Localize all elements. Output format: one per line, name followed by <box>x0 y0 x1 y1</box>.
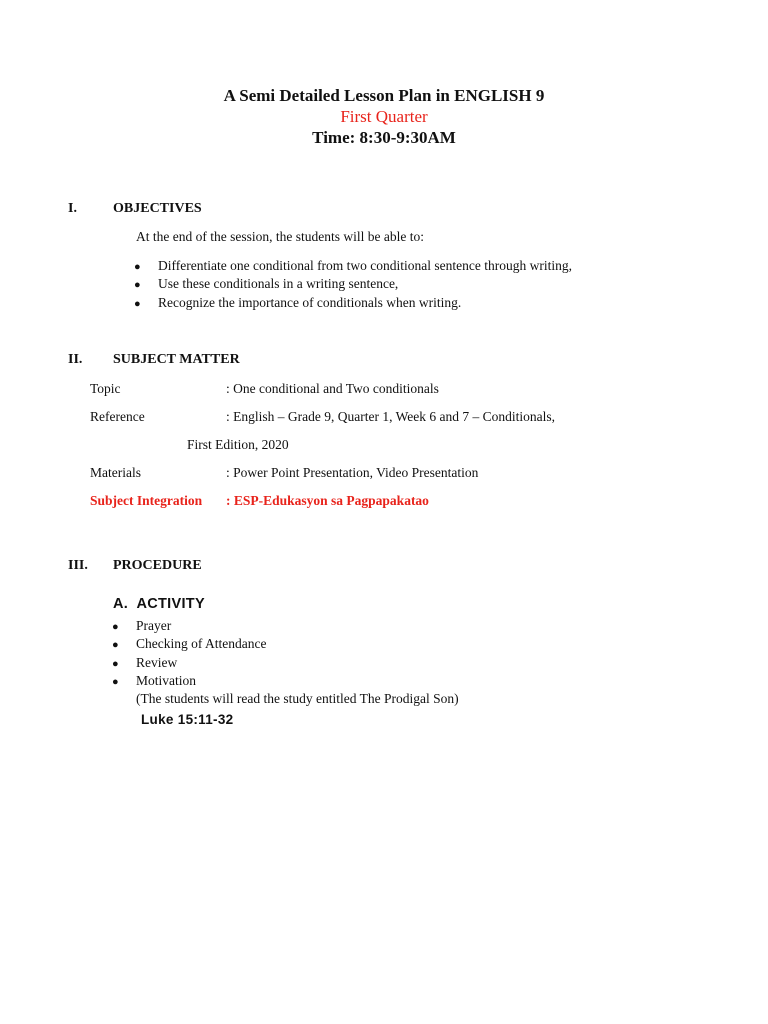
activity-item: ● Motivation <box>136 673 196 689</box>
bullet-icon: ● <box>112 658 119 670</box>
activity-letter: A. <box>113 596 129 612</box>
section-heading-procedure: PROCEDURE <box>113 558 202 573</box>
materials-label: Materials <box>90 465 141 480</box>
bullet-icon: ● <box>134 261 141 273</box>
section-number-objectives: I. <box>68 201 77 216</box>
objectives-intro: At the end of the session, the students will be able to: <box>136 229 424 244</box>
bible-verse: Luke 15:11-32 <box>141 712 234 727</box>
time-subtitle: Time: 8:30-9:30AM <box>312 128 456 147</box>
activity-heading <box>113 596 205 612</box>
section-number-subject-matter: II. <box>68 352 83 367</box>
integration-value: : ESP-Edukasyon sa Pagpapakatao <box>226 493 429 508</box>
bullet-icon: ● <box>112 676 119 688</box>
activity-title: ACTIVITY <box>136 596 205 612</box>
activity-item: ● Checking of Attendance <box>136 636 266 652</box>
topic-value: : One conditional and Two conditionals <box>226 381 439 396</box>
page-title: A Semi Detailed Lesson Plan in ENGLISH 9 <box>223 86 545 105</box>
objective-item: ● Use these conditionals in a writing sentence, <box>158 276 398 292</box>
section-number-procedure: III. <box>68 558 88 573</box>
motivation-note: (The students will read the study entitled The Prodigal Son) <box>136 691 459 706</box>
activity-item: ● Prayer <box>136 618 171 634</box>
materials-value: : Power Point Presentation, Video Presentation <box>226 465 479 480</box>
topic-label: Topic <box>90 381 121 396</box>
reference-value: : English – Grade 9, Quarter 1, Week 6 and 7 – Conditionals, <box>226 409 555 424</box>
objective-item: ● Recognize the importance of conditionals when writing. <box>158 295 461 311</box>
quarter-subtitle: First Quarter <box>340 107 428 126</box>
reference-label: Reference <box>90 409 145 424</box>
reference-continued: First Edition, 2020 <box>187 437 289 452</box>
bullet-icon: ● <box>134 279 141 291</box>
section-heading-subject-matter: SUBJECT MATTER <box>113 352 240 367</box>
bullet-icon: ● <box>134 298 141 310</box>
bullet-icon: ● <box>112 639 119 651</box>
bullet-icon: ● <box>112 621 119 633</box>
activity-item: ● Review <box>136 655 177 671</box>
objective-item: ● Differentiate one conditional from two conditional sentence through writing, <box>158 258 572 274</box>
section-heading-objectives: OBJECTIVES <box>113 201 202 216</box>
integration-label: Subject Integration <box>90 493 203 508</box>
